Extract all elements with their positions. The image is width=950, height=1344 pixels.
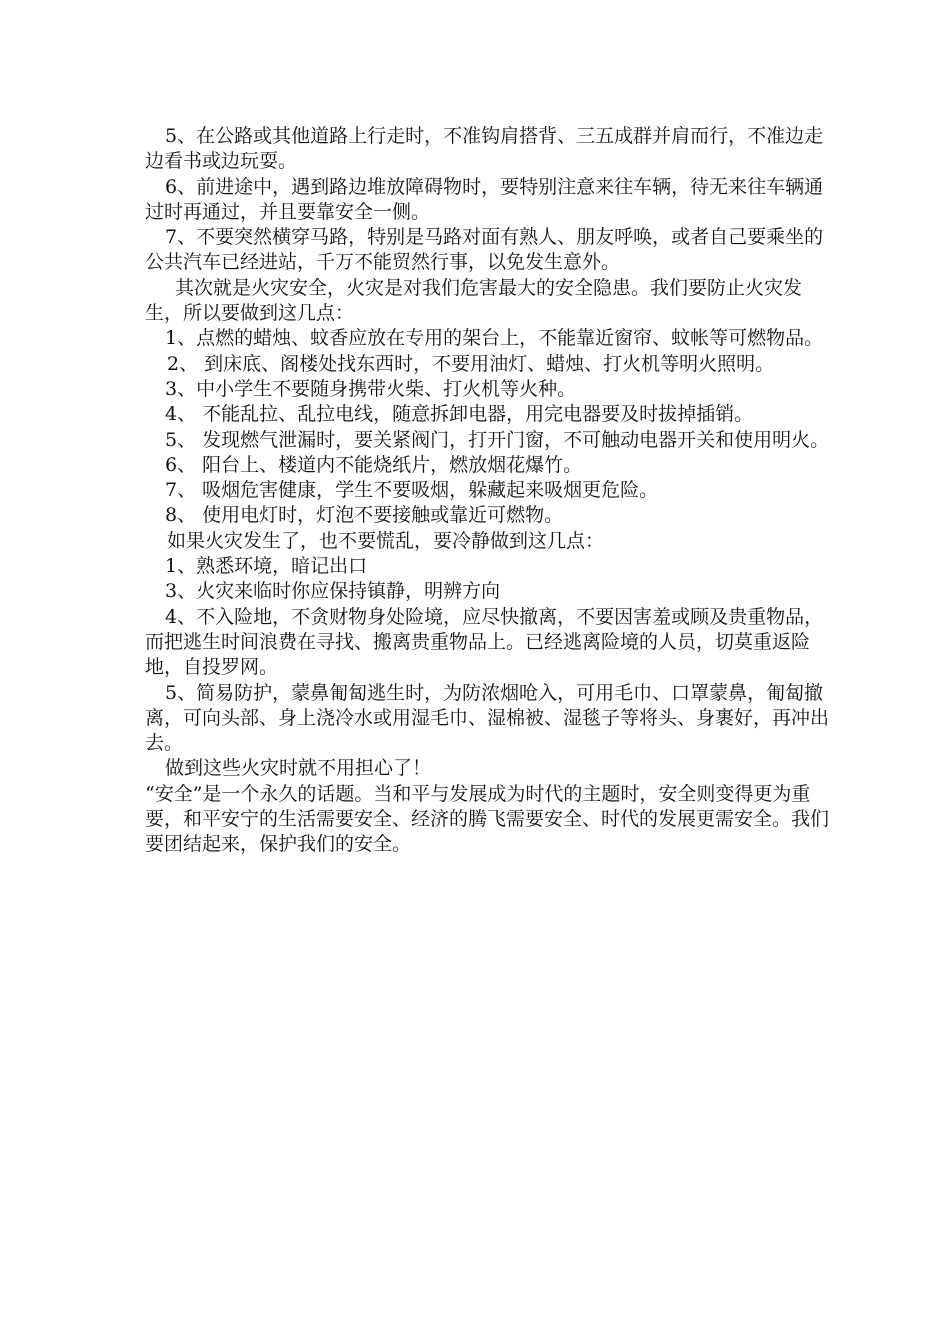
paragraph-fire-rule-2: 2、 到床底、阁楼处找东西时，不要用油灯、蜡烛、打火机等明火照明。 — [167, 352, 775, 375]
paragraph-conclusion: “安全”是一个永久的话题。当和平与发展成为时代的主题时，安全则变得更为重要，和平安宁的生活需要安全、经济的腾飞需要安全、时代的发展更需安全。我们要团结起来，保护我们的安全。 — [145, 782, 830, 856]
paragraph-fire-rule-3: 3、中小学生不要随身携带火柴、打火机等火种。 — [165, 377, 577, 400]
paragraph-escape-rule-5: 5、简易防护，蒙鼻匍匐逃生时，为防浓烟呛入，可用毛巾、口罩蒙鼻，匍匐撤离，可向头部、身上浇冷水或用湿毛巾、湿棉被、湿毯子等将头、身裹好，再冲出去。 — [145, 681, 830, 755]
paragraph-fire-rule-8: 8、 使用电灯时，灯泡不要接触或靠近可燃物。 — [165, 504, 564, 527]
paragraph-fire-rule-5: 5、 发现燃气泄漏时，要关紧阀门，打开门窗，不可触动电器开关和使用明火。 — [165, 428, 830, 451]
paragraph-fire-safety-intro: 其次就是火灾安全，火灾是对我们危害最大的安全隐患。我们要防止火灾发生，所以要做到这几点： — [145, 276, 803, 325]
paragraph-fire-rule-4: 4、 不能乱拉、乱拉电线，随意拆卸电器，用完电器要及时拔掉插销。 — [165, 403, 754, 426]
paragraph-reassurance: 做到这些火灾时就不用担心了！ — [165, 757, 432, 780]
paragraph-fire-rule-7: 7、 吸烟危害健康，学生不要吸烟，躲藏起来吸烟更危险。 — [165, 479, 659, 502]
paragraph-escape-rule-3: 3、火灾来临时你应保持镇静，明辨方向 — [165, 580, 501, 603]
paragraph-fire-rule-1: 1、点燃的蜡烛、蚊香应放在专用的架台上，不能靠近窗帘、蚊帐等可燃物品。 — [165, 327, 824, 350]
paragraph-walking-rule-6: 6、前进途中，遇到路边堆放障碍物时，要特别注意来往车辆，待无来往车辆通过时再通过，并且要靠安全一侧。 — [145, 175, 824, 223]
paragraph-walking-rule-7: 7、不要突然横穿马路，特别是马路对面有熟人、朋友呼唤，或者自己要乘坐的公共汽车已经进站，千万不能贸然行事，以免发生意外。 — [145, 226, 824, 274]
paragraph-fire-rule-6: 6、 阳台上、楼道内不能烧纸片，燃放烟花爆竹。 — [165, 453, 583, 476]
paragraph-escape-rule-4: 4、不入险地，不贪财物身处险境，应尽快撤离，不要因害羞或顾及贵重物品，而把逃生时间浪费在寻找、搬离贵重物品上。已经逃离险境的人员，切莫重返险地，自投罗网。 — [145, 605, 824, 679]
paragraph-escape-rule-1: 1、熟悉环境，暗记出口 — [165, 555, 368, 578]
paragraph-fire-escape-intro: 如果火灾发生了，也不要慌乱，要冷静做到这几点： — [167, 529, 605, 552]
paragraph-walking-rule-5: 5、在公路或其他道路上行走时，不准钩肩搭背、三五成群并肩而行，不准边走边看书或边玩耍。 — [145, 125, 824, 173]
document-body — [145, 124, 835, 858]
